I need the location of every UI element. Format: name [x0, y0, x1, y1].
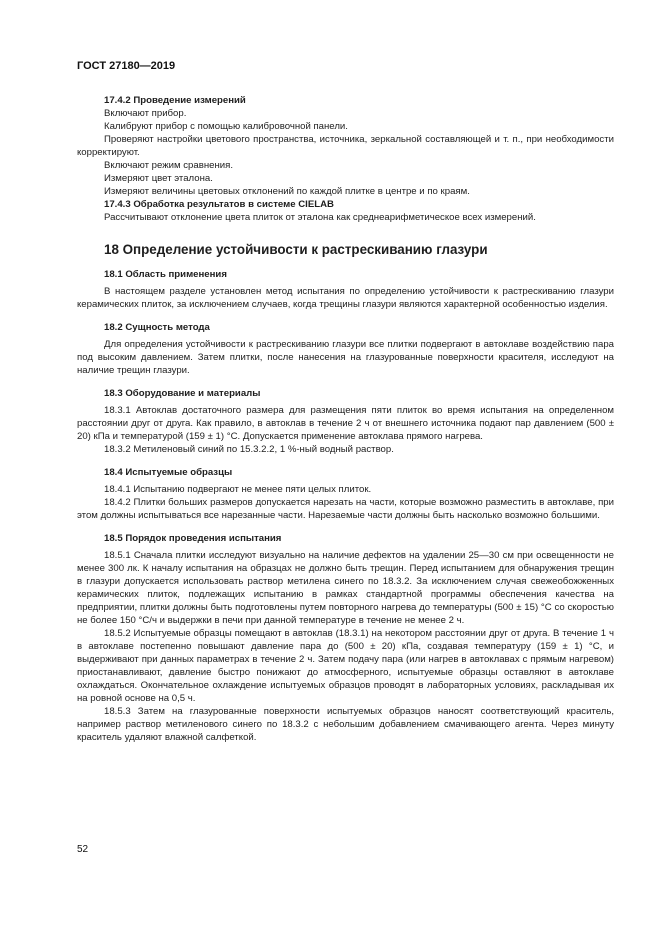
paragraph-18-3-2: 18.3.2 Метиленовый синий по 15.3.2.2, 1 %-ный водный раствор. [104, 444, 394, 455]
page-number: 52 [77, 844, 89, 855]
section-18-1-heading: 18.1 Область применения [104, 269, 227, 280]
paragraph-17-4-2-6: Измеряют величины цветовых отклонений по каждой плитке в центре и по краям. [104, 186, 470, 197]
paragraph-18-4-1: 18.4.1 Испытанию подвергают не менее пяти целых плиток. [104, 484, 372, 495]
paragraph-18-1: В настоящем разделе установлен метод испытания по определению устойчивости к растрескиванию глазури керамических плиток, за исключением случаев, когда трещины глазури являются характерной особенностью изделия. [77, 286, 614, 310]
document-body [77, 94, 614, 744]
paragraph-17-4-2-1: Включают прибор. [104, 108, 187, 119]
section-17-4-3-heading: 17.4.3 Обработка результатов в системе CIELAB [104, 199, 334, 210]
paragraph-17-4-2-5: Измеряют цвет эталона. [104, 173, 213, 184]
paragraph-18-5-3: 18.5.3 Затем на глазурованные поверхности испытуемых образцов наносят соответствующий краситель, например раствор метиленового синего по 18.3.2 с небольшим добавлением смачивающего агента. Через минуту краситель удаляют влажной салфеткой. [77, 706, 614, 743]
section-18-5-heading: 18.5 Порядок проведения испытания [104, 533, 282, 544]
paragraph-17-4-3: Рассчитывают отклонение цвета плиток от эталона как среднеарифметическое всех измерений. [104, 212, 536, 223]
document-header-code: ГОСТ 27180—2019 [77, 60, 176, 72]
paragraph-18-2: Для определения устойчивости к растрескиванию глазури все плитки подвергают в автоклаве воздействию пара под высоким давлением. Затем плитки, после нанесения на глазурованные поверхности красителя, исследуют на наличие трещин глазури. [77, 339, 614, 376]
paragraph-18-4-2: 18.4.2 Плитки больших размеров допускается нарезать на части, которые возможно разместить в автоклаве, при этом должны испытываться все нарезанные части. Нарезаемые части должны быть насколько возможно большими. [77, 497, 614, 521]
paragraph-17-4-2-3: Проверяют настройки цветового пространства, источника, зеркальной составляющей и т. п., при необходимости корректируют. [77, 134, 614, 158]
paragraph-18-5-2: 18.5.2 Испытуемые образцы помещают в автоклав (18.3.1) на некотором расстоянии друг от друга. В течение 1 ч в автоклаве постепенно повышают давление пара до (500 ± 20) кПа, создавая температуру (159 ± 1) °С, и выдерживают при данных параметрах в течение 2 ч. Затем подачу пара (или нагрев в автоклавах с прямым нагревом) приостанавливают, давление быстро понижают до атмосферного, испытуемые образцы оставляют в автоклаве охлаждаться. Окончательное охлаждение испытуемых образцов проводят в лабораторных условиях, раскладывая их на ровной основе на 0,5 ч. [77, 628, 614, 704]
paragraph-17-4-2-4: Включают режим сравнения. [104, 160, 233, 171]
section-18-4-heading: 18.4 Испытуемые образцы [104, 467, 233, 478]
section-17-4-2-heading: 17.4.2 Проведение измерений [104, 95, 246, 106]
paragraph-18-5-1: 18.5.1 Сначала плитки исследуют визуально на наличие дефектов на удалении 25—30 см при освещенности не менее 300 лк. К началу испытания на образцах не должно быть трещин. Перед испытанием для обнаружения трещин в глазури допускается использовать раствор метилена синего по 18.3.2. За исключением случая свежеобожженных керамических плиток, подлежащих испытанию в рамках стандартной программы обеспечения качества на предприятии, плитки должны быть подготовлены путем повторного нагрева до температуры (500 ± 15) °С со скоростью не более 150 °С/ч и выдержки в печи при данной температуре в течение не менее 2 ч. [77, 550, 614, 626]
section-18-2-heading: 18.2 Сущность метода [104, 322, 210, 333]
paragraph-18-3-1: 18.3.1 Автоклав достаточного размера для размещения пяти плиток во время испытания на определенном расстоянии друг от друга. Как правило, в автоклав в течение 2 ч от внешнего источника подают пар давлением (500 ± 20) кПа и температурой (159 ± 1) °С. Допускается применение автоклава прямого нагрева. [77, 405, 614, 442]
paragraph-17-4-2-2: Калибруют прибор с помощью калибровочной панели. [104, 121, 348, 132]
section-18-heading: 18 Определение устойчивости к растрескиванию глазури [104, 242, 488, 257]
section-18-3-heading: 18.3 Оборудование и материалы [104, 388, 261, 399]
